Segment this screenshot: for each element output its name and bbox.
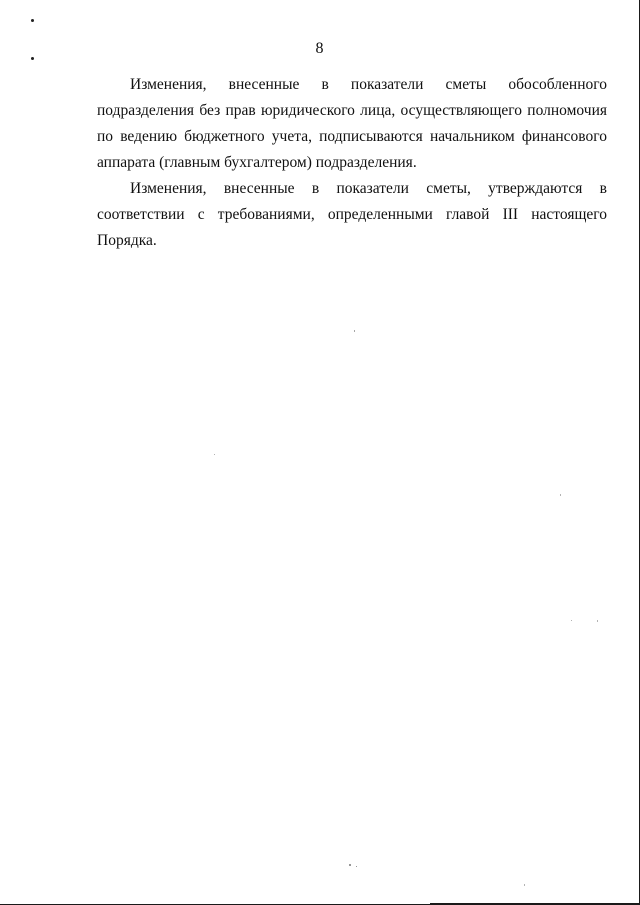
scan-speck [571, 620, 572, 621]
scan-speck [349, 864, 351, 866]
scan-speck [597, 620, 598, 622]
scan-speck [524, 884, 525, 886]
scan-speck [31, 19, 34, 22]
scan-speck [560, 494, 561, 496]
scan-speck [356, 866, 357, 867]
scan-speck [354, 330, 355, 332]
scan-speck [214, 454, 215, 455]
document-body [97, 72, 607, 254]
paragraph-signing: Изменения, внесенные в показатели сметы обособленного подразделения без прав юридического лица, осуществляющего полномочия по ведению бюджетного учета, подписываются начальником финансового аппарата (главным бухгалтером) подразделения. [97, 76, 607, 171]
paragraph-approval: Изменения, внесенные в показатели сметы, утверждаются в соответствии с требованиями, определенными главой III настоящего Порядка. [97, 180, 607, 249]
page-number: 8 [315, 40, 324, 57]
